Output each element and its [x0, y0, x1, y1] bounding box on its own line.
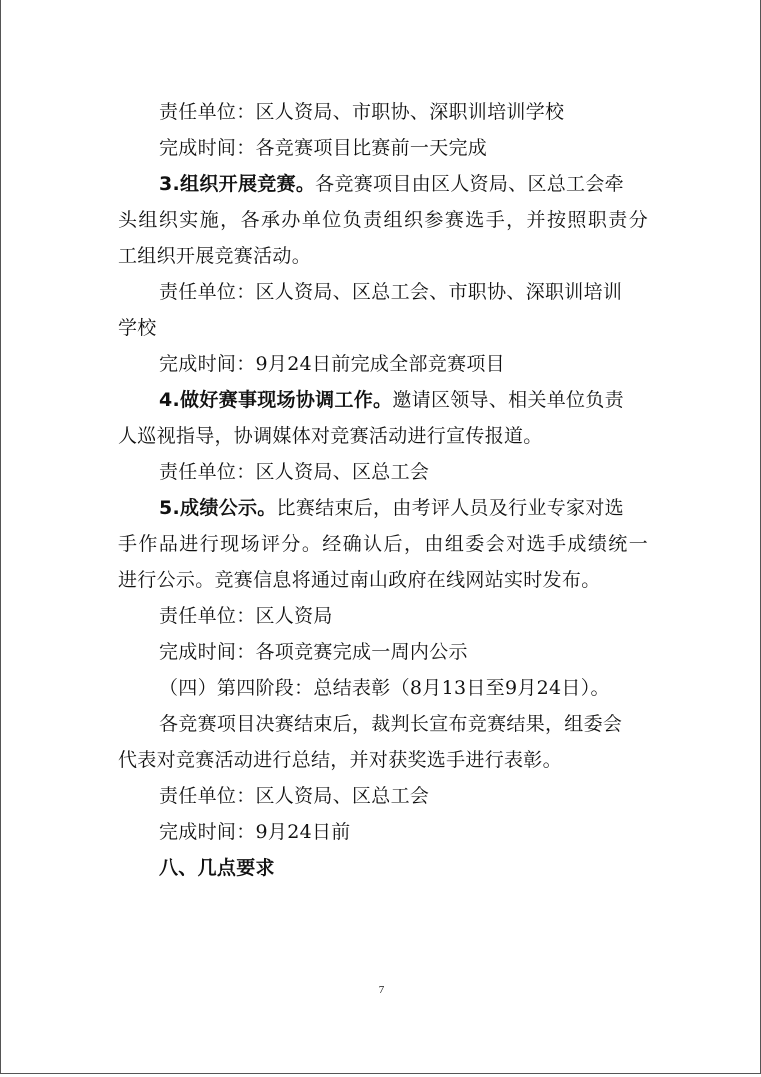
text-line-11	[159, 456, 429, 488]
bold-heading-segment: 3.组织开展竞赛。	[159, 173, 316, 195]
text-line-2	[159, 132, 487, 164]
text-segment: 责任单位：区人资局、市职协、深职训培训学校	[159, 101, 565, 123]
text-segment: 代表对竞赛活动进行总结，并对获奖选手进行表彰。	[118, 749, 562, 771]
text-line-7	[118, 312, 157, 344]
text-segment: 完成时间：9月24日前	[159, 821, 351, 843]
text-segment: 各竞赛项目决赛结束后，裁判长宣布竞赛结果，组委会	[159, 713, 623, 735]
section-heading: 八、几点要求	[159, 857, 275, 879]
text-segment: 责任单位：区人资局、区总工会、市职协、深职训培训	[159, 281, 623, 303]
text-segment: 完成时间：各项竞赛完成一周内公示	[159, 641, 468, 663]
text-segment: 人巡视指导，协调媒体对竞赛活动进行宣传报道。	[118, 425, 543, 447]
text-line-16	[159, 636, 468, 668]
text-segment: 完成时间：各竞赛项目比赛前一天完成	[159, 137, 488, 159]
text-line-19	[118, 744, 562, 776]
bold-heading-segment: 5.成绩公示。	[159, 497, 277, 519]
page-number: 7	[378, 984, 385, 996]
text-segment: 比赛结束后，由考评人员及行业专家对选	[276, 497, 624, 519]
text-segment: 邀请区领导、相关单位负责	[392, 389, 624, 411]
text-segment: 工组织开展竞赛活动。	[118, 245, 312, 267]
text-segment: 责任单位：区人资局、区总工会	[159, 785, 430, 807]
text-segment: 手作品进行现场评分。经确认后，由组委会对选手成绩统一	[118, 533, 648, 555]
text-line-13	[118, 528, 648, 560]
text-line-21	[159, 816, 351, 848]
text-segment: 责任单位：区人资局、区总工会	[159, 461, 430, 483]
text-line-15	[159, 600, 333, 632]
text-line-18	[159, 708, 622, 740]
text-line-22	[159, 852, 275, 884]
text-line-5	[118, 240, 311, 272]
text-segment: 完成时间：9月24日前完成全部竞赛项目	[159, 353, 505, 375]
text-line-4	[118, 204, 648, 236]
text-segment: 责任单位：区人资局	[159, 605, 333, 627]
text-segment: 头组织实施，各承办单位负责组织参赛选手，并按照职责分	[118, 209, 648, 231]
text-line-3	[159, 168, 624, 200]
text-segment: 进行公示。竞赛信息将通过南山政府在线网站实时发布。	[118, 569, 601, 591]
text-line-10	[118, 420, 543, 452]
text-line-9	[159, 384, 624, 416]
text-segment: 学校	[118, 317, 157, 339]
text-line-12	[159, 492, 624, 524]
bold-heading-segment: 4.做好赛事现场协调工作。	[159, 389, 393, 411]
text-line-1	[159, 96, 564, 128]
text-segment: 各竞赛项目由区人资局、区总工会牵	[315, 173, 624, 195]
text-line-20	[159, 780, 429, 812]
text-line-17	[159, 672, 610, 704]
text-line-14	[118, 564, 601, 596]
text-line-8	[159, 348, 505, 380]
text-segment: （四）第四阶段：总结表彰（8月13日至9月24日）。	[159, 677, 610, 699]
text-line-6	[159, 276, 622, 308]
